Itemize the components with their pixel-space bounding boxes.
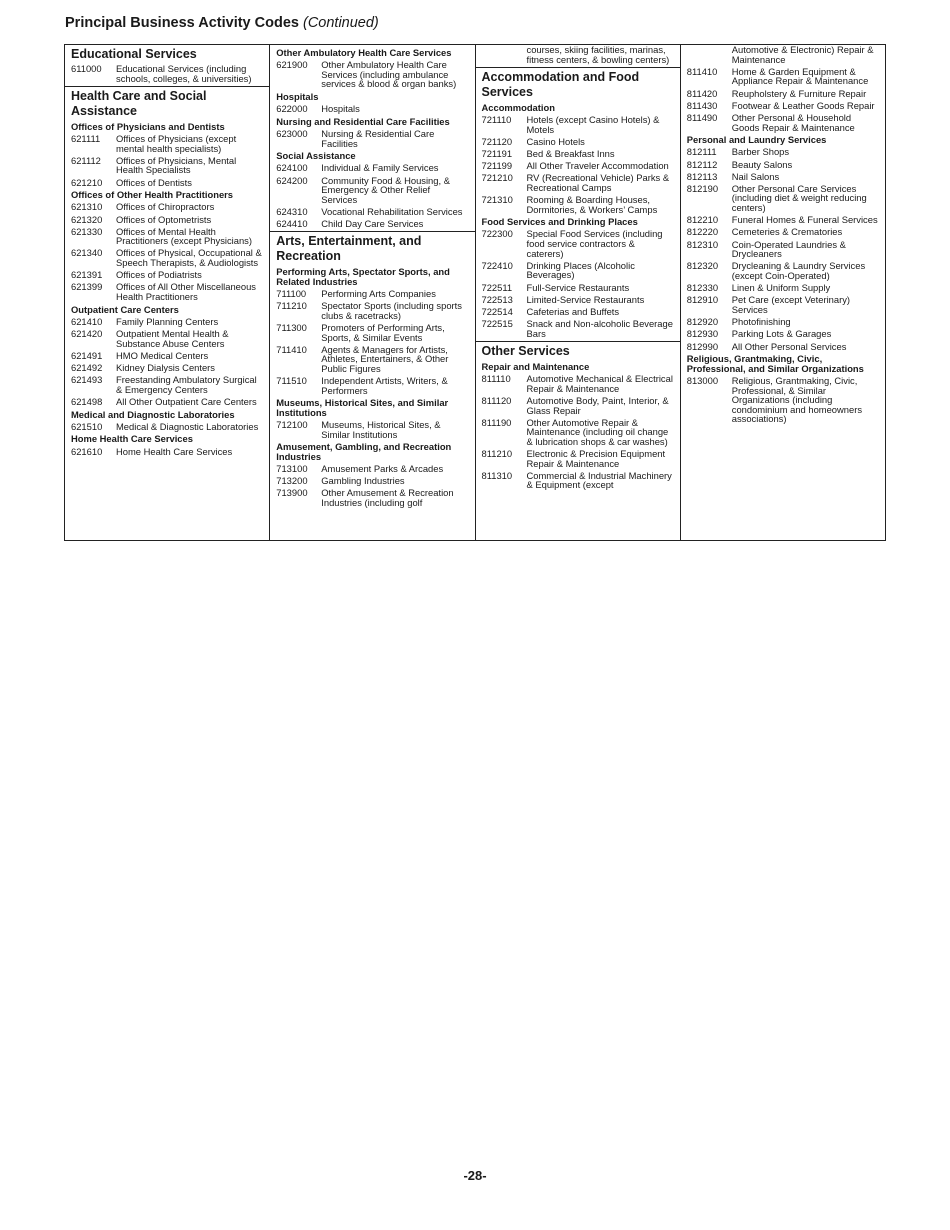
activity-code: 711300 [276,322,307,333]
code-description: Agents & Managers for Artists, Athletes, Entertainers, & Other Public Figures [321,343,449,374]
code-description: Other Amusement & Recreation Industries (including golf [321,487,454,509]
code-description: Other Personal & Household Goods Repair & Maintenance [731,111,855,133]
code-entry [276,376,468,395]
code-entry [276,301,468,320]
code-entry [71,134,263,153]
code-description: HMO Medical Centers [116,349,209,361]
code-entry [71,375,263,394]
activity-code: 611000 [71,63,102,74]
activity-code: 812310 [686,238,719,250]
section-heading: Accommodation and Food Services [476,67,680,100]
subsection-heading: Food Services and Drinking Places [481,216,638,228]
activity-code: 622000 [276,103,308,115]
code-description: Special Food Services (including food service contractors & caterers) [526,228,663,259]
activity-code: 713100 [276,463,308,475]
code-entry [276,207,468,217]
code-description: Drinking Places (Alcoholic Beverages) [526,259,635,281]
code-description: Amusement Parks & Arcades [321,463,444,475]
code-entry [482,261,674,280]
activity-code: 813000 [686,374,719,386]
code-description: Funeral Homes & Funeral Services [731,214,878,226]
activity-code: 621510 [71,420,103,432]
activity-code: 621320 [71,213,103,225]
activity-code: 624200 [276,174,308,186]
code-entry [482,374,674,393]
activity-code: 722511 [481,281,513,293]
code-entry [71,422,263,432]
code-description: Automotive & Electronic) Repair & Maintenance [731,45,874,65]
activity-code: 721210 [481,172,513,184]
code-description: Rooming & Boarding Houses, Dormitories, & Workers’ Camps [526,194,658,215]
subsection-heading: Medical and Diagnostic Laboratories [71,408,235,420]
activity-code: 721310 [481,194,513,206]
column-1 [65,45,270,540]
activity-code: 722514 [481,306,513,317]
activity-code: 621610 [71,445,103,457]
code-entry [276,289,468,299]
code-entry [482,173,674,192]
code-entry [482,229,674,258]
code-description: Child Day Care Services [321,218,424,230]
activity-code: 812330 [686,282,719,294]
section-heading: Arts, Entertainment, and Recreation [270,231,474,264]
code-description: Spectator Sports (including sports clubs & racetracks) [321,300,462,321]
activity-code: 621420 [71,328,103,339]
code-description: Offices of Podiatrists [116,269,202,281]
code-description: Other Ambulatory Health Care Services (including ambulance services & blood & organ banks) [321,59,457,90]
code-description: Automotive Body, Paint, Interior, & Glass Repair [526,394,669,416]
subsection-heading: Other Ambulatory Health Care Services [276,47,452,58]
code-description: Cemeteries & Crematories [731,226,843,238]
code-entry [71,351,263,361]
activity-code: 811110 [481,373,511,385]
code-description: Independent Artists, Writers, & Performers [321,375,448,396]
code-entry [687,184,879,213]
activity-code: 721191 [481,147,513,159]
activity-code: 621493 [71,374,103,386]
code-entry [276,323,468,342]
code-entry [71,447,263,457]
code-description: Offices of Optometrists [116,213,212,225]
page-title [65,15,379,31]
activity-code: 722300 [481,228,513,240]
activity-code: 812112 [686,158,718,170]
page-number: -28- [463,1168,487,1183]
activity-code: 711100 [276,288,307,300]
code-entry [687,261,879,280]
code-entry [482,295,674,305]
code-entry [482,449,674,468]
code-description: Offices of All Other Miscellaneous Health Practitioners [116,281,256,303]
activity-code: 811430 [686,99,718,111]
code-description: courses, skiing facilities, marinas, fitness centers, & bowling centers) [526,45,670,65]
code-description: Full-Service Restaurants [526,281,630,293]
code-description: All Other Traveler Accommodation [526,160,669,172]
code-description: Outpatient Mental Health & Substance Abuse Centers [116,328,229,349]
subsection-heading: Offices of Physicians and Dentists [71,120,225,132]
code-description: Offices of Physical, Occupational & Speech Therapists, & Audiologists [116,247,262,269]
code-description: All Other Personal Services [731,340,847,352]
activity-code: 812113 [686,170,718,182]
activity-code: 711510 [276,375,307,387]
code-entry [71,202,263,212]
activity-code: 812210 [686,214,719,226]
subsection-heading: Hospitals [276,90,319,102]
code-description: Religious, Grantmaking, Civic, Professional, & Similar Organizations (including condominium and homeowners associations) [731,374,863,425]
code-entry [482,283,674,293]
code-entry [687,215,879,225]
code-entry [276,488,468,507]
column-3 [476,45,681,540]
code-description: Nail Salons [731,170,780,182]
code-description: Performing Arts Companies [321,288,436,300]
activity-code: 812910 [686,294,719,306]
subsection-heading: Amusement, Gambling, and Recreation Industries [276,441,452,462]
activity-code: 624310 [276,205,308,217]
subsection-heading: Home Health Care Services [71,433,193,445]
activity-code: 811420 [686,87,718,99]
code-description: Automotive Mechanical & Electrical Repair & Maintenance [526,373,673,394]
code-description: Promoters of Performing Arts, Sports, & Similar Events [321,322,445,343]
code-entry [71,363,263,373]
subsection-heading: Accommodation [481,101,555,113]
code-description: Gambling Industries [321,475,405,487]
code-entry [276,420,468,439]
code-description: Bed & Breakfast Inns [526,147,615,159]
activity-code: 812190 [686,182,719,194]
code-description: Kidney Dialysis Centers [116,361,215,373]
activity-code: 621391 [71,269,103,281]
activity-code: 621330 [71,225,103,237]
code-entry [71,397,263,407]
code-description: RV (Recreational Vehicle) Parks & Recreational Camps [526,172,670,193]
subsection-heading: Performing Arts, Spectator Sports, and Related Industries [276,266,450,287]
activity-code: 811410 [686,65,718,77]
code-entry [482,161,674,171]
code-description: Educational Services (including schools, colleges, & universities) [116,63,252,84]
activity-code: 811190 [481,416,512,428]
activity-code: 722410 [481,259,513,271]
code-description: Linen & Uniform Supply [731,282,831,294]
code-entry [71,215,263,225]
code-entry [276,464,468,474]
code-entry [71,248,263,267]
activity-code: 812920 [686,316,719,328]
code-entry [687,376,879,424]
activity-code: 713200 [276,475,308,487]
code-description: Coin-Operated Laundries & Drycleaners [731,238,846,260]
code-entry [687,89,879,99]
code-entry [276,104,468,114]
codes-table [64,44,886,541]
code-entry [687,329,879,339]
code-description: Electronic & Precision Equipment Repair & Maintenance [526,448,666,469]
page-title-main: Principal Business Activity Codes [65,15,299,31]
code-description: Museums, Historical Sites, & Similar Institutions [321,419,441,440]
activity-code: 711410 [276,343,307,355]
code-description: Casino Hotels [526,135,585,147]
code-description: Medical & Diagnostic Laboratories [116,420,259,432]
code-description: Family Planning Centers [116,315,219,327]
activity-code: 624100 [276,162,308,174]
activity-code: 721120 [481,135,513,147]
activity-code: 711210 [276,300,307,312]
code-description: Commercial & Industrial Machinery & Equipment (except [526,469,672,491]
code-description: Other Automotive Repair & Maintenance (including oil change & lubrication shops & car washes) [526,416,669,447]
code-description: Home & Garden Equipment & Appliance Repair & Maintenance [731,65,869,87]
subsection-heading: Museums, Historical Sites, and Similar Institutions [276,397,449,418]
code-entry [687,160,879,170]
code-entry [482,137,674,147]
code-description: Cafeterias and Buffets [526,306,620,317]
code-description: Offices of Chiropractors [116,201,215,213]
activity-code: 621491 [71,349,103,361]
code-entry [482,149,674,159]
code-description: Offices of Physicians (except mental health specialists) [116,132,237,154]
code-entry [276,219,468,229]
activity-code: 621310 [71,201,103,213]
code-description: Freestanding Ambulatory Surgical & Emergency Centers [116,374,257,395]
code-entry-continued [482,45,674,64]
code-entry-continued [687,45,879,64]
code-description: Hotels (except Casino Hotels) & Motels [526,113,660,135]
subsection-heading: Nursing and Residential Care Facilities [276,115,450,127]
code-entry [482,396,674,415]
code-entry [687,172,879,182]
code-entry [71,317,263,327]
activity-code: 621900 [276,59,308,71]
code-description: Individual & Family Services [321,162,439,174]
activity-code: 812930 [686,328,719,340]
activity-code: 621210 [71,176,103,188]
code-entry [482,195,674,214]
code-description: Limited-Service Restaurants [526,293,645,305]
code-description: Offices of Physicians, Mental Health Specialists [116,154,237,176]
code-entry [687,227,879,237]
column-4 [681,45,885,540]
code-entry [687,283,879,293]
code-entry [276,129,468,148]
code-entry [71,329,263,348]
activity-code: 811120 [481,394,512,406]
code-entry [71,282,263,301]
activity-code: 712100 [276,419,308,431]
activity-code: 621498 [71,395,103,407]
code-description: Footwear & Leather Goods Repair [731,99,875,111]
code-entry [71,156,263,175]
activity-code: 812111 [686,146,717,158]
activity-code: 621340 [71,247,103,259]
activity-code: 812320 [686,260,719,272]
section-heading: Other Services [476,341,680,359]
code-description: Community Food & Housing, & Emergency & Other Relief Services [321,174,450,205]
code-entry [482,319,674,338]
code-entry [687,101,879,111]
subsection-heading: Repair and Maintenance [481,360,590,372]
subsection-heading: Religious, Grantmaking, Civic, Professional, and Similar Organizations [686,353,864,374]
code-description: Photofinishing [731,316,791,328]
activity-code: 713900 [276,487,308,499]
code-entry [687,147,879,157]
activity-code: 722515 [481,318,513,330]
activity-code: 623000 [276,127,308,139]
activity-code: 721199 [481,160,513,172]
activity-code: 621112 [71,154,101,166]
subsection-heading: Social Assistance [276,150,356,162]
activity-code: 624410 [276,218,308,230]
code-entry [276,176,468,205]
code-description: Pet Care (except Veterinary) Services [731,294,851,315]
code-entry [71,227,263,246]
activity-code: 621399 [71,281,103,293]
code-entry [482,115,674,134]
activity-code: 812220 [686,226,719,238]
code-description: Hospitals [321,103,360,115]
code-entry [276,163,468,173]
page-title-continued: (Continued) [303,15,379,31]
code-entry [687,342,879,352]
code-description: Beauty Salons [731,158,793,170]
code-entry [482,418,674,447]
activity-code: 722513 [481,293,513,305]
subsection-heading: Offices of Other Health Practitioners [71,189,234,201]
code-description: Vocational Rehabilitation Services [321,205,463,217]
code-entry [687,67,879,86]
code-description: Offices of Mental Health Practitioners (except Physicians) [116,225,252,247]
code-description: Reupholstery & Furniture Repair [731,87,867,99]
activity-code: 721110 [481,113,512,125]
code-entry [687,240,879,259]
activity-code: 811210 [481,448,513,460]
code-entry [276,345,468,374]
activity-code: 812990 [686,340,719,352]
code-description: Barber Shops [731,146,790,158]
code-description: All Other Outpatient Care Centers [116,395,257,407]
section-heading: Health Care and Social Assistance [65,86,269,119]
code-entry [71,270,263,280]
code-entry [71,64,263,83]
code-description: Other Personal Care Services (including diet & weight reducing centers) [731,182,867,214]
activity-code: 811310 [481,469,513,481]
activity-code: 621492 [71,361,103,373]
code-entry [276,476,468,486]
code-description: Drycleaning & Laundry Services (except Coin-Operated) [731,260,866,281]
subsection-heading: Outpatient Care Centers [71,303,179,315]
code-entry [687,113,879,132]
code-description: Snack and Non-alcoholic Beverage Bars [526,318,673,339]
code-description: Home Health Care Services [116,445,233,457]
code-entry [276,60,468,89]
activity-code: 621410 [71,315,103,327]
code-description: Nursing & Residential Care Facilities [321,127,435,149]
code-description: Parking Lots & Garages [731,328,832,340]
activity-code: 811490 [686,111,718,123]
code-description: Offices of Dentists [116,176,192,188]
section-heading: Educational Services [71,47,197,61]
code-entry [687,295,879,314]
code-entry [687,317,879,327]
code-entry [71,178,263,188]
code-entry [482,471,674,490]
activity-code: 621111 [71,132,101,144]
code-entry [482,307,674,317]
column-2 [270,45,475,540]
subsection-heading: Personal and Laundry Services [686,134,827,146]
